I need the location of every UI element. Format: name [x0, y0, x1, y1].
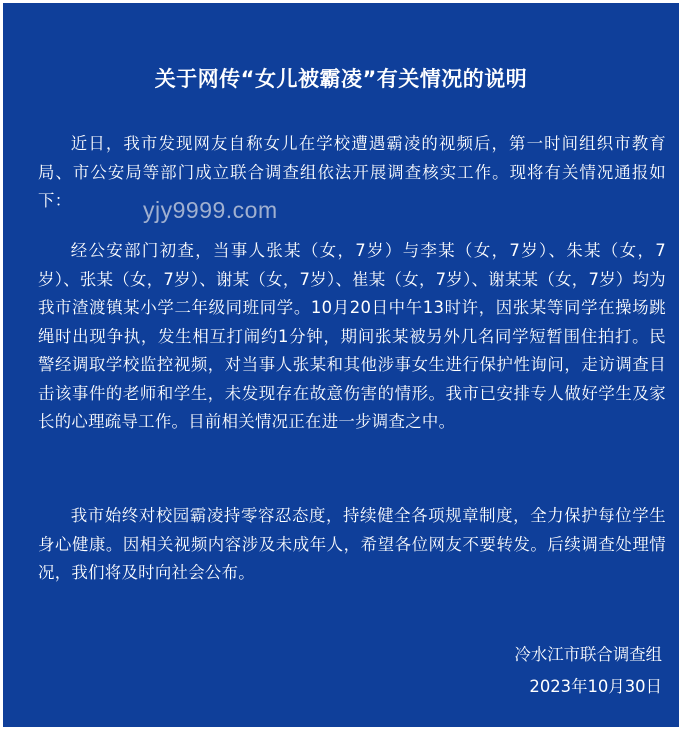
issue-date: 2023年10月30日 — [529, 677, 662, 696]
issuer-signature: 冷水江市联合调查组 — [514, 645, 662, 664]
notice-panel — [3, 3, 679, 727]
notice-title: 关于网传“女儿被霸凌”有关情况的说明 — [154, 67, 528, 91]
watermark: yjy9999.com — [143, 197, 278, 223]
paragraph-stance: 我市始终对校园霸凌持零容忍态度，持续健全各项规章制度，全力保护每位学生身心健康。因相关视频内容涉及未成年人，希望各位网友不要转发。后续调查处理情况，我们将及时向社会公布。 — [38, 506, 666, 582]
paragraph-intro: 近日，我市发现网友自称女儿在学校遭遇霸凌的视频后，第一时间组织市教育局、市公安局等部门成立联合调查组依法开展调查核实工作。现将有关情况通报如下： — [38, 134, 666, 210]
notice-document — [3, 3, 679, 727]
paragraph-findings: 经公安部门初查，当事人张某（女，7岁）与李某（女，7岁）、朱某（女，7岁）、张某（女，7岁）、谢某（女，7岁）、崔某（女，7岁）、谢某某（女，7岁）均为我市渣渡镇某小学二年级同班同学。10月20日中午13时许，因张某等同学在操场跳绳时出现争执，发生相互打闹约1分钟，期间张某被另外几名同学短暂围住拍打。民警经调取学校监控视频，对当事人张某和其他涉事女生进行保护性询问，走访调查目击该事件的老师和学生，未发现存在故意伤害的情形。我市已安排专人做好学生及家长的心理疏导工作。目前相关情况正在进一步调查之中。 — [38, 241, 666, 431]
